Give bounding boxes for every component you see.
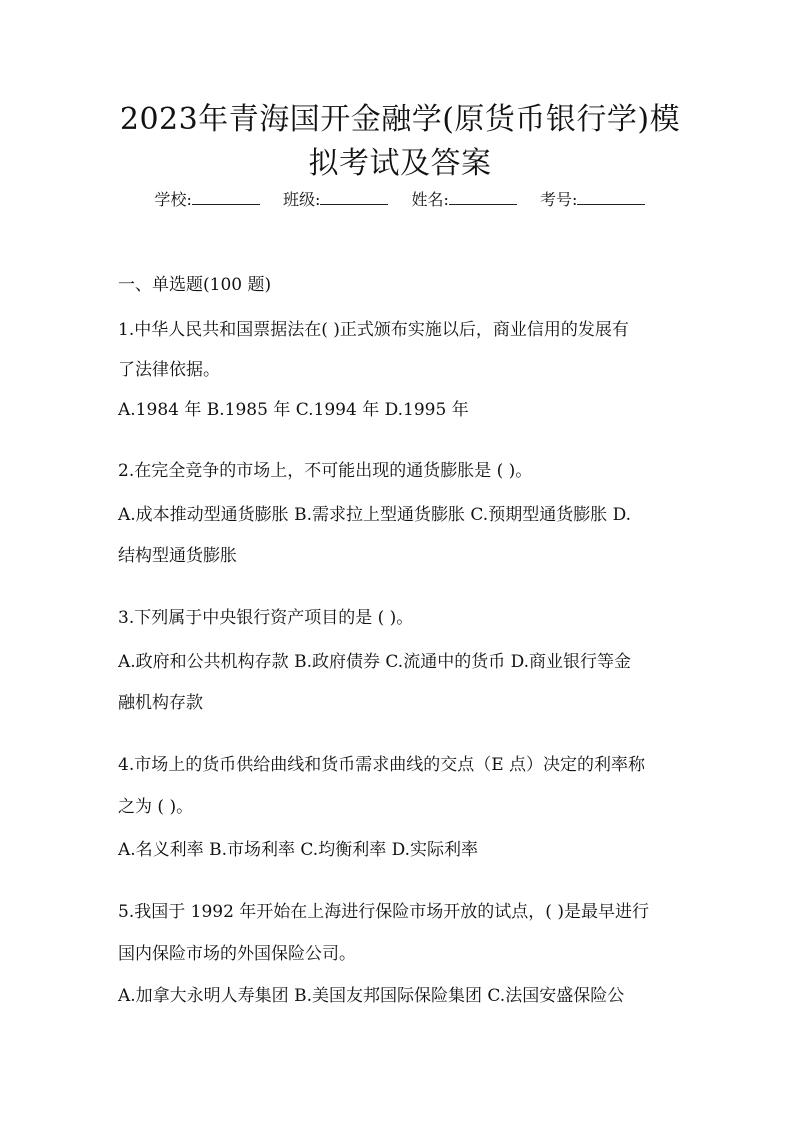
question-4-line-2: 之为 ( )。 bbox=[118, 797, 194, 817]
question-1-line-1: 1.中华人民共和国票据法在( )正式颁布实施以后，商业信用的发展有 bbox=[118, 320, 629, 340]
exam-no-blank bbox=[577, 189, 645, 205]
question-3-line-1: 3.下列属于中央银行资产项目的是 ( )。 bbox=[118, 608, 414, 628]
question-5-options: A.加拿大永明人寿集团 B.美国友邦国际保险集团 C.法国安盛保险公 bbox=[118, 986, 625, 1006]
question-4-line-1: 4.市场上的货币供给曲线和货币需求曲线的交点（E 点）决定的利率称 bbox=[118, 755, 646, 775]
question-3-options-line-1: A.政府和公共机构存款 B.政府债券 C.流通中的货币 D.商业银行等金 bbox=[118, 652, 632, 672]
document-title-line-1: 2023年青海国开金融学(原货币银行学)模 bbox=[119, 102, 681, 137]
school-label: 学校: bbox=[154, 190, 192, 209]
question-2-line-1: 2.在完全竞争的市场上，不可能出现的通货膨胀是 ( )。 bbox=[118, 461, 533, 481]
section-heading: 一、单选题(100 题) bbox=[118, 275, 272, 295]
student-info-row bbox=[0, 188, 800, 212]
question-1-options: A.1984 年 B.1985 年 C.1994 年 D.1995 年 bbox=[118, 400, 469, 420]
question-2-options-line-1: A.成本推动型通货膨胀 B.需求拉上型通货膨胀 C.预期型通货膨胀 D. bbox=[118, 505, 632, 525]
school-blank bbox=[192, 189, 260, 205]
question-4-options: A.名义利率 B.市场利率 C.均衡利率 D.实际利率 bbox=[118, 840, 479, 860]
document-title-line-2: 拟考试及答案 bbox=[308, 146, 492, 181]
class-label: 班级: bbox=[283, 190, 321, 209]
name-blank bbox=[449, 189, 517, 205]
question-2-options-line-2: 结构型通货膨胀 bbox=[118, 546, 237, 566]
class-blank bbox=[320, 189, 388, 205]
question-5-line-2: 国内保险市场的外国保险公司。 bbox=[118, 944, 356, 964]
question-1-line-2: 了法律依据。 bbox=[118, 360, 220, 380]
exam-no-label: 考号: bbox=[540, 190, 578, 209]
question-3-options-line-2: 融机构存款 bbox=[118, 693, 203, 713]
question-5-line-1: 5.我国于 1992 年开始在上海进行保险市场开放的试点，( )是最早进行 bbox=[118, 902, 649, 922]
name-label: 姓名: bbox=[411, 190, 449, 209]
